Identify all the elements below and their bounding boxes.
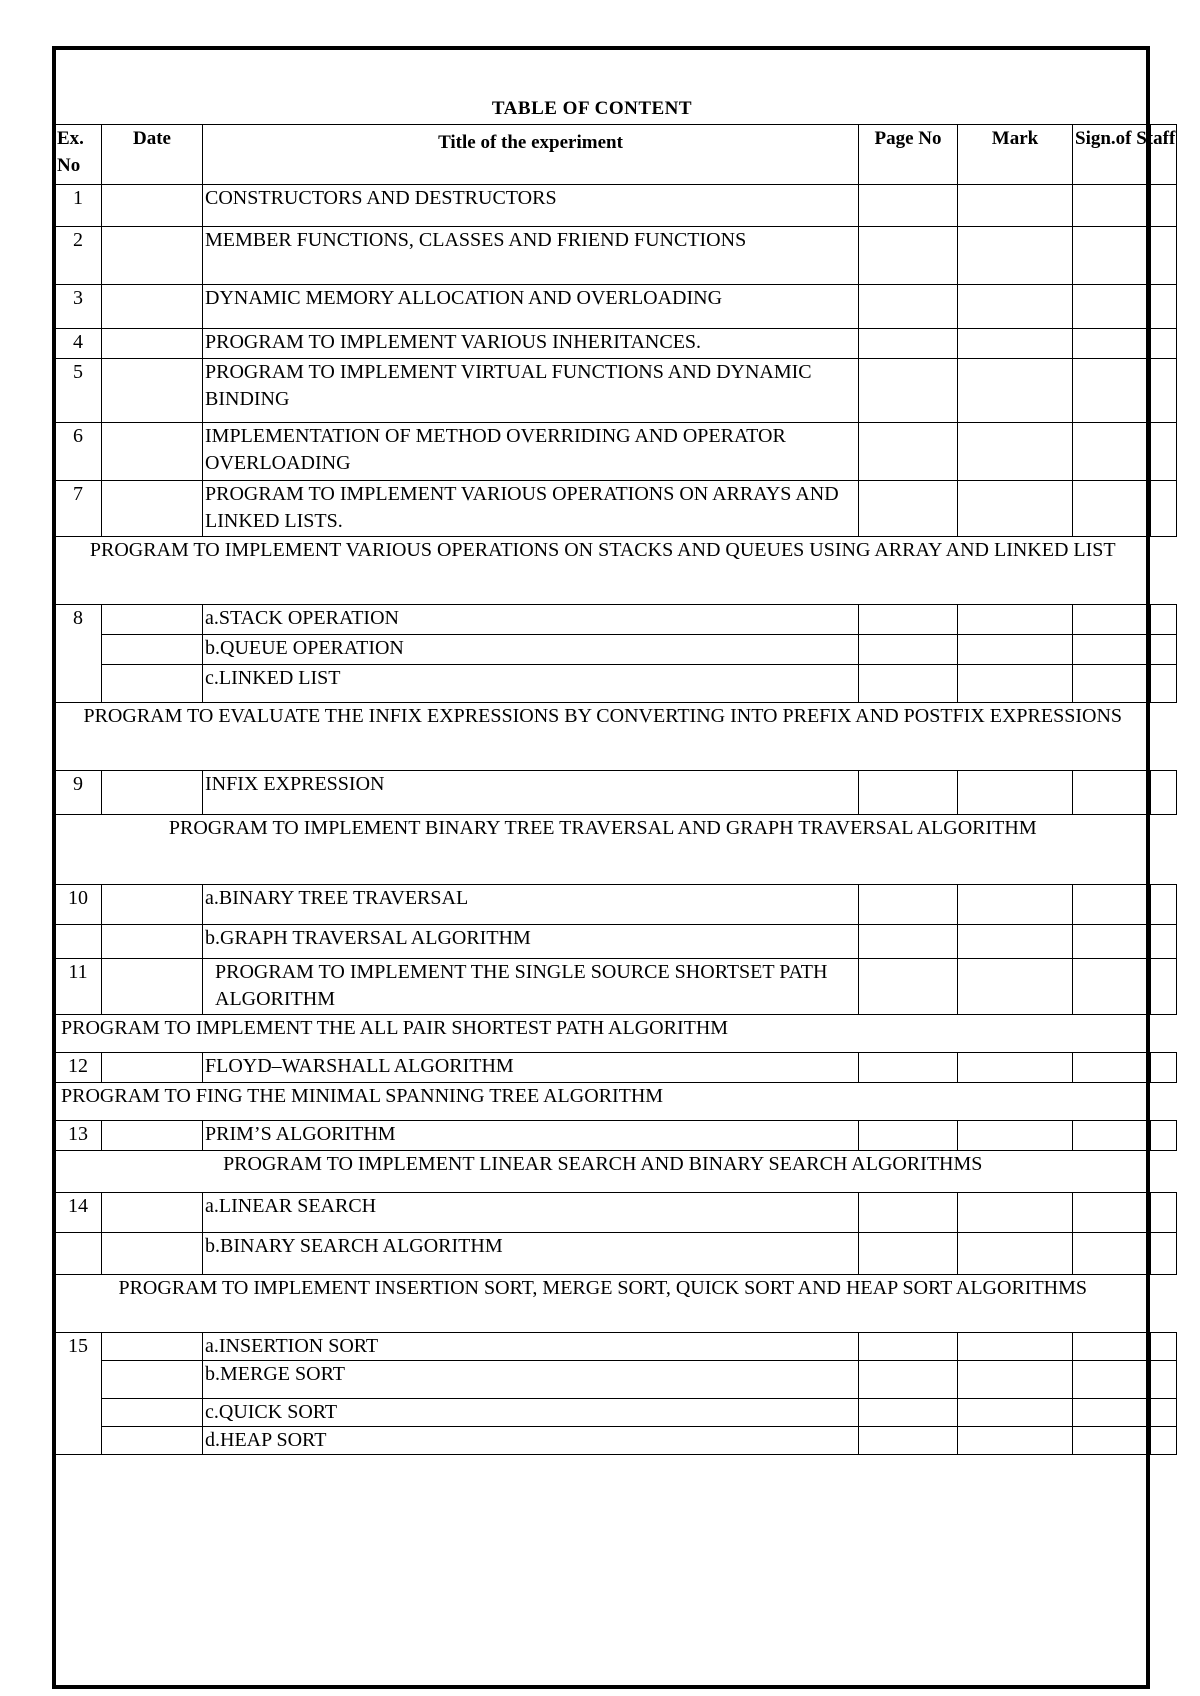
experiment-title: PRIM’S ALGORITHM	[203, 1121, 859, 1151]
ex-no: 5	[55, 359, 102, 423]
table-row	[55, 771, 1177, 815]
experiment-title: IMPLEMENTATION OF METHOD OVERRIDING AND OPERATOR OVERLOADING	[203, 423, 859, 481]
document-title: TABLE OF CONTENT	[491, 98, 693, 119]
experiment-title: c.QUICK SORT	[203, 1399, 859, 1427]
ex-no: 14	[55, 1193, 102, 1233]
experiment-title: b.GRAPH TRAVERSAL ALGORITHM	[203, 925, 859, 959]
experiment-title: a.STACK OPERATION	[203, 605, 859, 635]
experiment-title: PROGRAM TO IMPLEMENT VARIOUS INHERITANCES.	[203, 329, 859, 359]
experiment-title: b.MERGE SORT	[203, 1361, 859, 1399]
ex-no: 13	[55, 1121, 102, 1151]
table-row	[55, 1427, 1177, 1455]
section-heading-row	[55, 1151, 1177, 1193]
experiment-title: b.QUEUE OPERATION	[203, 635, 859, 665]
table-row	[55, 1399, 1177, 1427]
table-row	[55, 1193, 1177, 1233]
table-of-content	[54, 124, 1177, 1455]
table-row	[55, 1053, 1177, 1083]
table-row	[55, 329, 1177, 359]
ex-no: 7	[55, 481, 102, 537]
date-cell	[102, 185, 203, 227]
table-row	[55, 423, 1177, 481]
section-heading: PROGRAM TO EVALUATE THE INFIX EXPRESSIONS BY CONVERTING INTO PREFIX AND POSTFIX EXPRESSIONS	[55, 703, 1151, 771]
ex-no: 8	[55, 605, 102, 703]
header-mark: Mark	[958, 125, 1073, 185]
section-heading: PROGRAM TO IMPLEMENT THE ALL PAIR SHORTEST PATH ALGORITHM	[55, 1015, 1151, 1053]
section-heading: PROGRAM TO IMPLEMENT LINEAR SEARCH AND BINARY SEARCH ALGORITHMS	[55, 1151, 1151, 1193]
ex-no: 10	[55, 885, 102, 925]
experiment-title: MEMBER FUNCTIONS, CLASSES AND FRIEND FUNCTIONS	[203, 227, 859, 285]
mark-cell	[958, 185, 1073, 227]
experiment-title: a.LINEAR SEARCH	[203, 1193, 859, 1233]
table-row	[55, 885, 1177, 925]
experiment-title: c.LINKED LIST	[203, 665, 859, 703]
experiment-title: DYNAMIC MEMORY ALLOCATION AND OVERLOADING	[203, 285, 859, 329]
section-heading-row	[55, 1083, 1177, 1121]
table-row	[55, 481, 1177, 537]
ex-no: 11	[55, 959, 102, 1015]
table-row	[55, 1361, 1177, 1399]
header-title: Title of the experiment	[203, 125, 859, 185]
experiment-title: CONSTRUCTORS AND DESTRUCTORS	[203, 185, 859, 227]
experiment-title: a.INSERTION SORT	[203, 1333, 859, 1361]
ex-no: 12	[55, 1053, 102, 1083]
ex-no: 15	[55, 1333, 102, 1455]
experiment-title: INFIX EXPRESSION	[203, 771, 859, 815]
ex-no: 2	[55, 227, 102, 285]
table-row	[55, 1333, 1177, 1361]
experiment-title: b.BINARY SEARCH ALGORITHM	[203, 1233, 859, 1275]
table-row	[55, 185, 1177, 227]
table-row	[55, 1121, 1177, 1151]
page-no-cell	[859, 185, 958, 227]
experiment-title: PROGRAM TO IMPLEMENT VIRTUAL FUNCTIONS AND DYNAMIC BINDING	[203, 359, 859, 423]
section-heading: PROGRAM TO FING THE MINIMAL SPANNING TREE ALGORITHM	[55, 1083, 1151, 1121]
experiment-title: a.BINARY TREE TRAVERSAL	[203, 885, 859, 925]
header-date: Date	[102, 125, 203, 185]
experiment-title: PROGRAM TO IMPLEMENT VARIOUS OPERATIONS ON ARRAYS AND LINKED LISTS.	[203, 481, 859, 537]
experiment-title: PROGRAM TO IMPLEMENT THE SINGLE SOURCE SHORTSET PATH ALGORITHM	[203, 959, 859, 1015]
header-row	[55, 125, 1177, 185]
section-heading: PROGRAM TO IMPLEMENT BINARY TREE TRAVERSAL AND GRAPH TRAVERSAL ALGORITHM	[55, 815, 1151, 885]
section-heading-row	[55, 1015, 1177, 1053]
section-heading-row	[55, 537, 1177, 605]
table-row	[55, 959, 1177, 1015]
section-heading-row	[55, 1275, 1177, 1333]
header-ex-no: Ex. No	[55, 125, 102, 185]
ex-no: 6	[55, 423, 102, 481]
sign-cell	[1073, 185, 1151, 227]
section-heading-row	[55, 815, 1177, 885]
table-row	[55, 227, 1177, 285]
experiment-title: d.HEAP SORT	[203, 1427, 859, 1455]
ex-no: 4	[55, 329, 102, 359]
date-cell	[102, 227, 203, 285]
header-page-no: Page No	[859, 125, 958, 185]
section-heading: PROGRAM TO IMPLEMENT VARIOUS OPERATIONS ON STACKS AND QUEUES USING ARRAY AND LINKED LIST	[55, 537, 1151, 605]
header-sign: Sign.of Staff	[1073, 125, 1151, 185]
table-row	[55, 665, 1177, 703]
ex-no: 9	[55, 771, 102, 815]
ex-no: 3	[55, 285, 102, 329]
section-heading: PROGRAM TO IMPLEMENT INSERTION SORT, MERGE SORT, QUICK SORT AND HEAP SORT ALGORITHMS	[55, 1275, 1151, 1333]
table-row	[55, 1233, 1177, 1275]
table-row	[55, 605, 1177, 635]
ex-no: 1	[55, 185, 102, 227]
table-row	[55, 635, 1177, 665]
table-row	[55, 285, 1177, 329]
experiment-title: FLOYD–WARSHALL ALGORITHM	[203, 1053, 859, 1083]
table-row	[55, 925, 1177, 959]
section-heading-row	[55, 703, 1177, 771]
table-row	[55, 359, 1177, 423]
